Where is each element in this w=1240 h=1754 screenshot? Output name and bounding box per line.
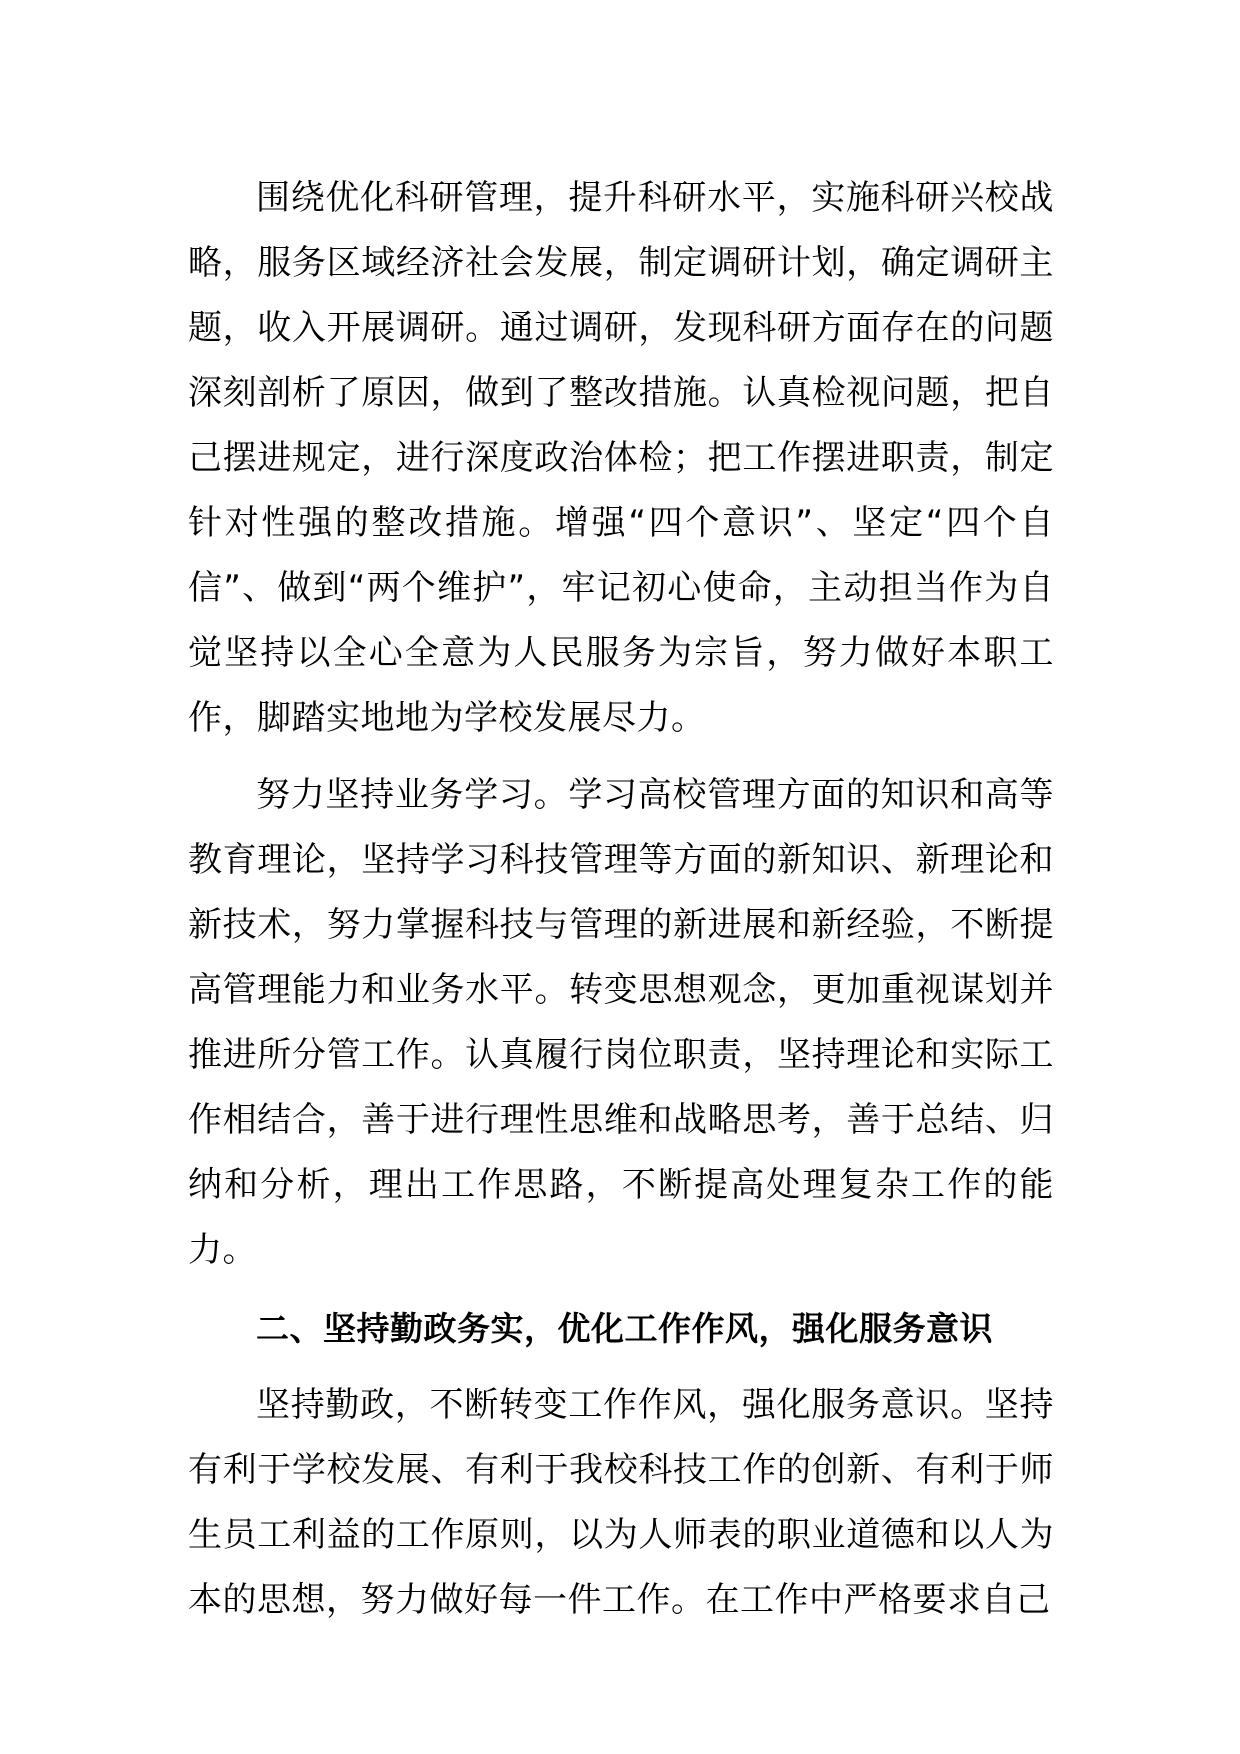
document-body <box>188 166 1054 1633</box>
paragraph-diligent-work: 坚持勤政，不断转变工作作风，强化服务意识。坚持有利于学校发展、有利于我校科技工作的创新、有利于师生员工利益的工作原则，以为人师表的职业道德和以人为本的思想，努力做好每一件工作。在工作中严格要求自己 <box>188 1385 1054 1620</box>
paragraph-business-study: 努力坚持业务学习。学习高校管理方面的知识和高等教育理论，坚持学习科技管理等方面的新知识、新理论和新技术，努力掌握科技与管理的新进展和新经验，不断提高管理能力和业务水平。转变思想观念，更加重视谋划并推进所分管工作。认真履行岗位职责，坚持理论和实际工作相结合，善于进行理性思维和战略思考，善于总结、归纳和分析，理出工作思路，不断提高处理复杂工作的能力。 <box>188 775 1054 1270</box>
section-heading: 二、坚持勤政务实，优化工作作风，强化服务意识 <box>256 1309 993 1348</box>
paragraph-research-management: 围绕优化科研管理，提升科研水平，实施科研兴校战略，服务区域经济社会发展，制定调研计划，确定调研主题，收入开展调研。通过调研，发现科研方面存在的问题深刻剖析了原因，做到了整改措施。认真检视问题，把自己摆进规定，进行深度政治体检；把工作摆进职责，制定针对性强的整改措施。增强“四个意识”、坚定“四个自信”、做到“两个维护”，牢记初心使命，主动担当作为自觉坚持以全心全意为人民服务为宗旨，努力做好本职工作，脚踏实地地为学校发展尽力。 <box>188 178 1054 738</box>
